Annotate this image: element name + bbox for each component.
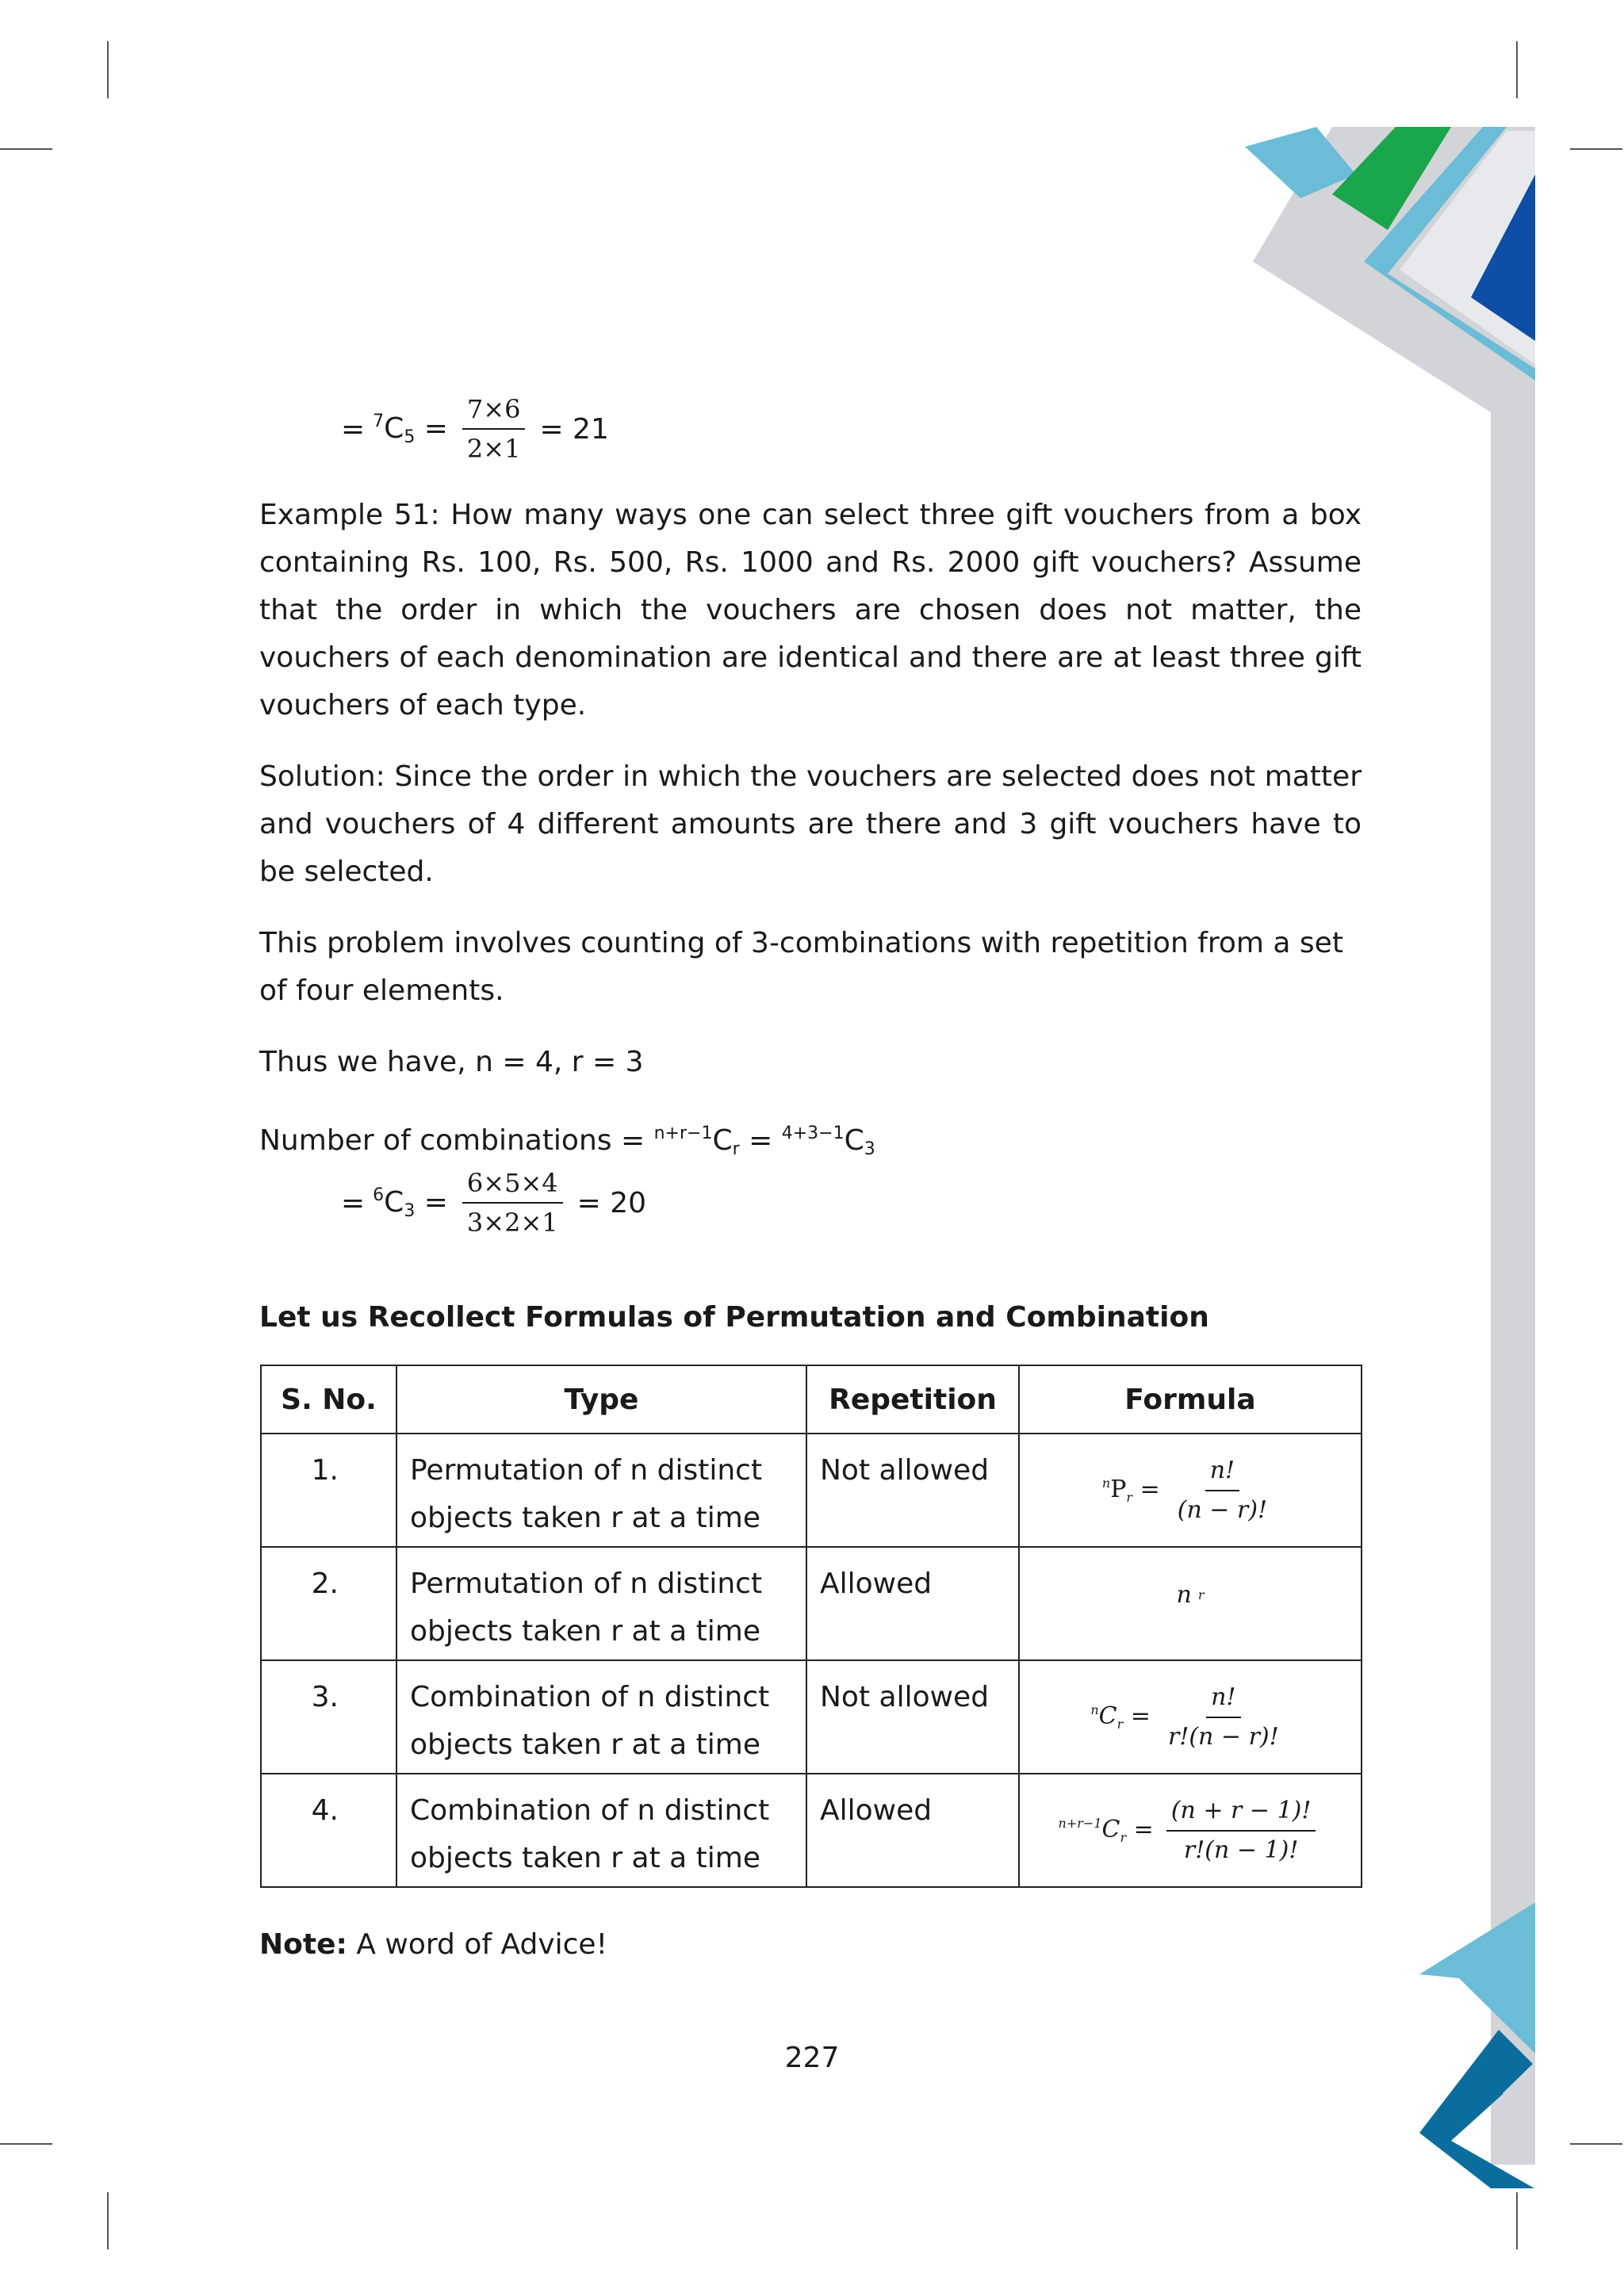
- eq-equals: =: [415, 412, 448, 445]
- combo-sup-1: n+r−1: [653, 1124, 713, 1143]
- bottom-light-blue-diamond: [1419, 1903, 1535, 2054]
- formula-sub: r: [1120, 1829, 1127, 1845]
- fraction-7x6-over-2x1: [462, 393, 526, 465]
- fraction-numerator: 7×6: [462, 393, 526, 430]
- solution-text: Solution: Since the order in which the vouchers are selected does not matter and vouchers of 4 different amounts are there and 3 gift vouchers have to be selected.: [259, 760, 1362, 888]
- formula-numerator: n!: [1206, 1682, 1240, 1718]
- formula-pre: n+r−1: [1058, 1815, 1102, 1831]
- cell-type: Combination of n distinct objects taken r at a time: [396, 1660, 806, 1774]
- cell-sno: 1.: [261, 1434, 396, 1547]
- header-formula: Formula: [1019, 1365, 1362, 1434]
- formula-table: [260, 1365, 1362, 1888]
- formula-combination-repetition: $^{n+r-1}C_r$ = $\frac{(n + r - 1)!}{r!(n - 1)!}$: [1059, 1795, 1323, 1866]
- formula-symbol: C: [1101, 1815, 1120, 1843]
- cell-type: Permutation of n distinct objects taken r at a time: [396, 1434, 806, 1547]
- table-row: [261, 1434, 1362, 1547]
- cell-type: Combination of n distinct objects taken r at a time: [396, 1774, 806, 1887]
- formula-sub: r: [1116, 1716, 1124, 1732]
- note-label: Note:: [259, 1928, 347, 1961]
- combo-mid: =: [739, 1124, 782, 1157]
- values-statement: Thus we have, n = 4, r = 3: [259, 1046, 644, 1078]
- formula-symbol: P: [1110, 1475, 1127, 1503]
- header-repetition: Repetition: [806, 1365, 1019, 1434]
- combo-sub-2: 3: [864, 1139, 875, 1159]
- fraction-6x5x4-over-3x2x1: [462, 1167, 563, 1238]
- fraction-denominator: 2×1: [466, 434, 521, 464]
- eq-sup: 7: [373, 411, 385, 431]
- page-number: 227: [784, 2042, 840, 2074]
- table-header-row: [261, 1365, 1362, 1434]
- eq-letter: C: [384, 1185, 404, 1219]
- fraction-denominator: 3×2×1: [466, 1208, 558, 1238]
- formula-numerator: n!: [1205, 1455, 1239, 1491]
- formula-exponent: r: [1197, 1587, 1205, 1602]
- cell-sno: 3.: [261, 1660, 396, 1774]
- eq-sub: 3: [404, 1200, 416, 1221]
- note: [259, 1921, 607, 1969]
- formula-denominator: r!(n − r)!: [1167, 1722, 1279, 1751]
- formula-denominator: r!(n − 1)!: [1183, 1836, 1299, 1864]
- combo-c-2: C: [844, 1124, 864, 1157]
- note-text: A word of Advice!: [347, 1928, 608, 1961]
- cell-repetition: Not allowed: [806, 1434, 1019, 1547]
- combinations-label: Number of combinations =: [259, 1124, 654, 1157]
- formula-numerator: (n + r − 1)!: [1166, 1795, 1316, 1832]
- eq-prefix: =: [341, 1186, 366, 1219]
- eq-result: = 21: [539, 412, 609, 446]
- formula-npr: $^nP_r$ = $\frac{n!}{(n - r)!}$: [1102, 1455, 1278, 1526]
- formula-n-power-r: [1177, 1571, 1205, 1619]
- equation-7c5: [341, 393, 609, 465]
- formula-sub: r: [1126, 1489, 1133, 1505]
- formula-ncr: $^nC_r$ = $\frac{n!}{r!(n - r)!}$: [1090, 1682, 1289, 1753]
- formula-pre: n: [1101, 1475, 1111, 1491]
- combo-sup-2: 4+3−1: [781, 1124, 845, 1143]
- eq-sup: 6: [373, 1185, 385, 1205]
- header-sno: S. No.: [261, 1365, 396, 1434]
- cell-formula: [1019, 1774, 1362, 1887]
- fraction-numerator: 6×5×4: [462, 1167, 563, 1204]
- table-row: [261, 1547, 1362, 1660]
- cell-formula: [1019, 1434, 1362, 1547]
- cell-repetition: Not allowed: [806, 1660, 1019, 1774]
- eq-sub: 5: [404, 427, 416, 447]
- equation-6c3: [341, 1167, 646, 1238]
- formula-pre: n: [1090, 1702, 1099, 1717]
- combo-c-1: C: [712, 1124, 733, 1157]
- eq-letter: C: [384, 412, 404, 445]
- combo-sub-1: r: [732, 1139, 740, 1159]
- problem-description: This problem involves counting of 3-combinations with repetition from a set of four elements.: [259, 927, 1343, 1007]
- table-row: [261, 1660, 1362, 1774]
- cell-sno: 4.: [261, 1774, 396, 1887]
- formula-symbol: C: [1098, 1702, 1117, 1730]
- eq-prefix: =: [341, 412, 366, 446]
- cell-repetition: Allowed: [806, 1547, 1019, 1660]
- side-gray-band: [1491, 389, 1535, 2165]
- cell-type: Permutation of n distinct objects taken r at a time: [396, 1547, 806, 1660]
- cell-formula: [1019, 1660, 1362, 1774]
- number-of-combinations: [259, 1110, 1362, 1173]
- formula-denominator: (n − r)!: [1177, 1495, 1268, 1524]
- cell-sno: 2.: [261, 1547, 396, 1660]
- eq-equals: =: [415, 1185, 448, 1219]
- header-type: Type: [396, 1365, 806, 1434]
- cell-repetition: Allowed: [806, 1774, 1019, 1887]
- cell-formula: [1019, 1547, 1362, 1660]
- table-row: [261, 1774, 1362, 1887]
- example-51-text: Example 51: How many ways one can select three gift vouchers from a box containing Rs. 100, Rs. 500, Rs. 1000 and Rs. 2000 gift vouchers? Assume that the order in which the vouchers are chosen does not matter, the vouchers of each denomination are identical and there are at least three gift vouchers of each type.: [259, 499, 1362, 722]
- eq-result: = 20: [576, 1186, 647, 1219]
- section-heading: Let us Recollect Formulas of Permutation and Combination: [259, 1301, 1209, 1334]
- formula-base: n: [1176, 1581, 1192, 1609]
